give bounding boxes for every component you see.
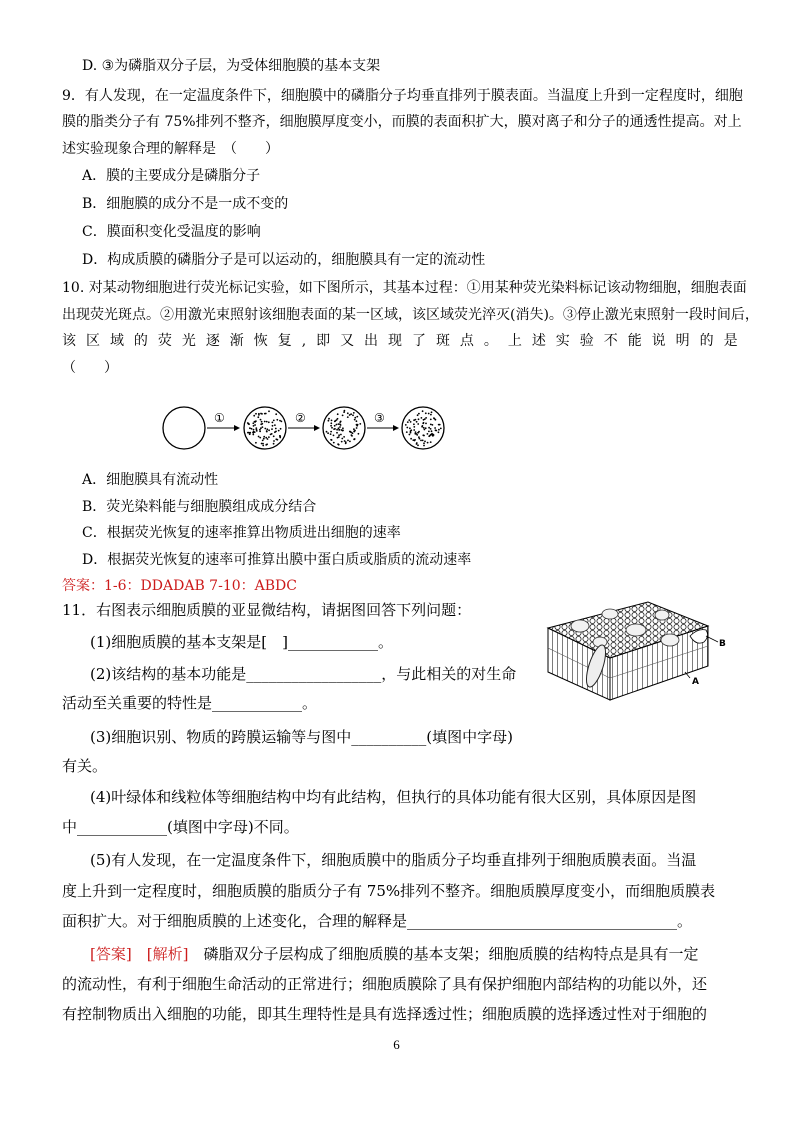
solution-line2: 的流动性，有利于细胞生命活动的正常进行；细胞质膜除了具有保护细胞内部结构的功能以外，还	[62, 975, 708, 993]
unlabeled-cell	[163, 407, 205, 449]
justified-char: 点	[459, 333, 474, 349]
q9-stem-line2: 膜的脂类分子有 75%排列不整齐，细胞膜厚度变小，而膜的表面积扩大，膜对离子和分子的通透性提高。对上	[62, 114, 742, 130]
justified-char: 的	[133, 333, 148, 349]
justified-char: 上	[507, 333, 522, 349]
justified-char: 区	[85, 333, 100, 349]
q11-part5-line3: 面积扩大。对于细胞质膜的上述变化，合理的解释是____________________________________。	[62, 912, 693, 930]
justified-char: 该	[62, 333, 76, 349]
protein-4	[655, 610, 669, 620]
q9-stem-line1: 9．有人发现，在一定温度条件下，细胞膜中的磷脂分子均垂直排列于膜表面。当温度上升到一定程度时，细胞	[62, 88, 743, 104]
q10-option-a: A．细胞膜具有流动性	[82, 472, 219, 488]
analysis-tag: [解析]	[146, 945, 189, 963]
justified-char: 渐	[229, 333, 244, 349]
justified-char: 是	[723, 333, 738, 349]
answer-tag: [答案]	[90, 945, 132, 963]
justified-char: 出	[364, 333, 379, 349]
q11-part3-line1: (3)细胞识别、物质的跨膜运输等与图中__________(填图中字母)	[90, 728, 513, 746]
protein-5	[661, 634, 679, 646]
justified-char: 的	[699, 333, 714, 349]
justified-char: 现	[388, 333, 403, 349]
solution-line1	[90, 944, 698, 964]
q11-part2-line1: (2)该结构的基本功能是__________________，与此相关的对生命	[90, 665, 517, 683]
justified-char: 不	[603, 333, 618, 349]
q9-option-c: C．膜面积变化受温度的影响	[82, 224, 261, 240]
q9-stem-line3: 述实验现象合理的解释是 （ ）	[62, 141, 279, 157]
answer-key: 答案：1-6：DDADAB 7-10：ABDC	[62, 578, 297, 594]
q11-part5-line2: 度上升到一定程度时，细胞质膜的脂质分子有 75%排列不整齐。细胞质膜厚度变小，而细胞质膜表	[62, 882, 716, 900]
justified-char: 实	[555, 333, 570, 349]
justified-char: 光	[181, 333, 196, 349]
arrowhead-2	[314, 425, 320, 431]
q9-option-b: B．细胞膜的成分不是一成不变的	[82, 196, 289, 212]
label-a: A	[692, 677, 699, 687]
label-b: B	[719, 639, 726, 649]
justified-char: 说	[651, 333, 666, 349]
q10-stem-line3	[62, 331, 738, 351]
justified-char: 能	[627, 333, 642, 349]
protein-2	[602, 609, 618, 619]
page-number: 6	[393, 1037, 400, 1052]
protein-3	[626, 624, 646, 636]
justified-char: 荧	[157, 333, 172, 349]
justified-char: 。	[483, 333, 498, 349]
step-3-label: ③	[374, 411, 385, 425]
justified-char: 域	[109, 333, 124, 349]
q10-option-d: D．根据荧光恢复的速率可推算出膜中蛋白质或脂质的流动速率	[82, 552, 472, 568]
q11-part4-line2: 中____________(填图中字母)不同。	[62, 818, 299, 836]
justified-char: 了	[411, 333, 426, 349]
justified-char: 逐	[205, 333, 220, 349]
solution-text: 磷脂双分子层构成了细胞质膜的基本支架；细胞质膜的结构特点是具有一定	[203, 945, 699, 963]
justified-char: 验	[579, 333, 594, 349]
q10-stem-line1: 10. 对某动物细胞进行荧光标记实验，如下图所示，其基本过程：①用某种荧光染料标记该动物细胞，细胞表面	[62, 280, 747, 296]
q11-stem: 11．右图表示细胞质膜的亚显微结构，请据图回答下列问题：	[62, 601, 472, 619]
solution-line3: 有控制物质出入细胞的功能，即其生理特性是具有选择透过性；细胞质膜的选择透过性对于细胞的	[62, 1005, 708, 1023]
justified-char: 复	[277, 333, 292, 349]
justified-char: 明	[675, 333, 690, 349]
justified-char: 斑	[435, 333, 450, 349]
protein-1	[571, 620, 589, 632]
step-2-label: ②	[295, 411, 306, 425]
q11-part1: (1)细胞质膜的基本支架是[ ]____________。	[90, 633, 393, 651]
q9-option-a: A．膜的主要成分是磷脂分子	[82, 168, 261, 184]
fluorescence-experiment-figure	[162, 400, 452, 456]
arrowhead-3	[393, 425, 399, 431]
q11-part2-line2: 活动至关重要的特性是____________。	[62, 694, 318, 712]
q9-option-d: D．构成质膜的磷脂分子是可以运动的，细胞膜具有一定的流动性	[82, 252, 486, 268]
q10-option-c: C．根据荧光恢复的速率推算出物质进出细胞的速率	[82, 525, 401, 541]
justified-char: 述	[531, 333, 546, 349]
justified-char: ,	[301, 333, 307, 349]
justified-char: 即	[316, 333, 331, 349]
arrowhead-1	[234, 425, 240, 431]
q11-part5-line1: (5)有人发现，在一定温度条件下，细胞质膜中的脂质分子均垂直排列于细胞质膜表面。当温	[90, 851, 697, 869]
q10-stem-line2: 出现荧光斑点。②用激光束照射该细胞表面的某一区域，该区域荧光淬灭(消失)。③停止激光束照射一段时间后，	[62, 307, 759, 323]
q11-part3-line2: 有关。	[62, 757, 108, 775]
q10-option-b: B．荧光染料能与细胞膜组成成分结合	[82, 499, 317, 515]
bleached-cell	[323, 407, 365, 449]
q10-stem-line4: （ ）	[62, 360, 118, 376]
cell-membrane-structure-figure	[540, 600, 730, 705]
justified-char: 恢	[253, 333, 268, 349]
justified-char: 又	[340, 333, 355, 349]
q8-option-d: D. ③为磷脂双分子层，为受体细胞膜的基本支架	[82, 58, 381, 74]
step-1-label: ①	[214, 411, 225, 425]
q11-part4-line1: (4)叶绿体和线粒体等细胞结构中均有此结构，但执行的具体功能有很大区别，具体原因是图	[90, 788, 697, 806]
